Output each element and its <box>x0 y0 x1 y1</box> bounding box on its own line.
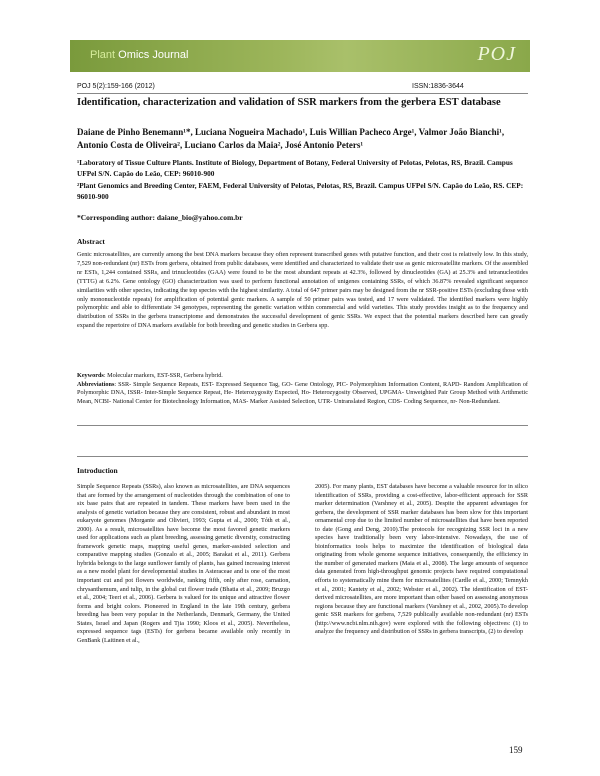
journal-logo: POJ <box>477 43 516 65</box>
intro-column-left: Simple Sequence Repeats (SSRs), also known as microsatellites, are DNA sequences that are formed by the arrangement of nucleotides through the combination of one to six base pairs that are repeated in tandem. These markers have been used in the analysis of genetic variation because they are consistent, robust and abundant in most eukaryote genomes (Morgante and Olivieri, 1993; Gupta et al., 2000; Tóth et al., 2000). As a result, microsatellites have become the most favored genetic markers used for applications such as plant breeding, assessing genetic diversity, constructing framework genetic maps, mapping useful genes, marker-assisted selection and comparative mapping studies (Gonzalo et al., 2005; Barakat et al., 2011). Gerbera hybrida belongs to the large sunflower family of plants, has gained increasing interest as a new model plant for developmental studies in Asteraceae and is one of the most important cut and pot flowers worldwide, ranking fifth, only after rose, carnation, chrysanthemum, and tulip, in the global cut flower trade (Bhatia et al., 2009; Bruzgo et al., 2004; Teeri et al., 2006). Gerbera is valued for its unique and attractive flower forms and bright colors. Pioneered in England in the late 19th century, gerbera breeding has been very popular in the Netherlands, Denmark, Germany, the United States, Israel and Japan (Rogers and Tjia 1990; Kloos et al., 2005). Nevertheless, expressed sequence tags (ESTs) for gerbera became available only recently in GenBank (Laitinen et al., <box>77 483 290 644</box>
author-list: Daiane de Pinho Benemann¹*, Luciana Nogueira Machado¹, Luis Willian Pacheco Arge¹, Valmor João Bianchi¹, Antonio Costa de Oliveira², Luciano Carlos da Maia², José Antonio Peters¹ <box>77 127 505 150</box>
issue-info: POJ 5(2):159-166 (2012) <box>77 83 155 90</box>
intro-column-right: 2005). For many plants, EST databases have become a valuable resource for in silico identification of SSRs, providing a cost-effective, labor-efficient approach for SSR marker determination (Varshney et al., 2005). Despite the apparent advantages for gerbera, the development of SSR marker databases has been slow for this important ornamental crop due to the limited number of microsatellites that have been reported to date (Gong and Deng, 2010).The protocols for recognizing SSR loci in a new species have traditionally been very labor-intensive. Nowadays, the use of bioinformatics tools helps to maximize the identification of biological data originating from whole genome sequence initiatives, consequently, the efficiency in the number of generated markers (Maia et al., 2008). The large amounts of sequence data generated from high-throughput genomic projects have required computational efforts to systematically mine them for microsatellites (Cardle et al., 2000; Temnykh et al., 2001; Kantety et al., 2002; Webster et al., 2002). The identification of EST-derived microsatellites, are more important than other based on assessing anonymous regions because they are functional markers (Varshney et al., 2002, 2005).To develop genic SSR markers for gerbera, 7,529 publically available non-redundant (nr) ESTs (http://www.ncbi.nlm.nih.gov) were explored with the following objectives: (1) to analyze the frequency and distribution of SSRs in gerbera transcripts, (2) to develop <box>315 483 528 636</box>
section-rule-bottom <box>77 456 528 457</box>
abstract-heading: Abstract <box>77 237 105 246</box>
journal-name: Plant Omics Journal <box>90 49 189 61</box>
corresponding-author: *Corresponding author: daiane_bio@yahoo.com.br <box>77 213 243 222</box>
section-rule-top <box>77 425 528 426</box>
header-rule <box>77 93 528 94</box>
affiliation-1: ¹Laboratory of Tissue Culture Plants. Institute of Biology, Department of Botany, Federal University of Pelotas, Pelotas, RS, Brazil. Campus UFPel S/N. Capão do Leão, CEP: 96010-900 <box>77 158 513 178</box>
issn: ISSN:1836-3644 <box>412 83 464 90</box>
affiliation-2: ²Plant Genomics and Breeding Center, FAEM, Federal University of Pelotas, Pelotas, RS, Brazil. Campus UFPel S/N. Capão do Leão, RS. CEP: 96010-900 <box>77 181 524 201</box>
journal-banner <box>70 40 530 72</box>
introduction-heading: Introduction <box>77 466 118 475</box>
abbreviations: Abbreviations: SSR- Simple Sequence Repeats, EST- Expressed Sequence Tag, GO- Gene Ontology, PIC- Polymorphism Information Content, RAPD- Random Amplification of Polymorphic DNA, ISSR- Inter-Simple Sequence Repeat, He- Heterozygosity Expected, Ho- Heterozygosity Observed, UPGMA- Unweighted Pair Group Method with Arithmetic Mean, NCBI- National Center for Biotechnology Information, MAS- Marker Assisted Selection, UTR- Untranslated Region, CDS- Coding Sequence, nr- Non-Redundant. <box>77 380 528 406</box>
keywords: Keywords: Molecular markers, EST-SSR, Gerbera hybrid. <box>77 372 223 379</box>
article-title: Identification, characterization and validation of SSR markers from the gerbera EST database <box>77 97 501 108</box>
keywords-block <box>77 372 528 407</box>
page-number: 159 <box>509 745 523 755</box>
abstract-text: Genic microsatellites, are currently among the best DNA markers because they often represent transcribed genes with putative function, and their cost is relatively low. In this study, 7,529 non-redundant (nr) ESTs from gerbera, obtained from public databases, were identified and characterized to validate their use as genic microsatellite markers. Of the assembled nr ESTs, 1,244 contained SSRs, and trinucleotides (GAA) were found to be the most abundant repeats at 42.3%, followed by dinucleotides (GA) at 25.3% and tetranucleotides (TTTG) at 6.2%. Gene ontology (GO) characterization was used to perform functional annotation of unigenes containing SSRs, of which 36.87% revealed significant sequence similarities with other species, indicating the top species with the highest similarity. A total of 647 primer pairs may be designed from the nr SSR-positive ESTs (excluding those with only mononucleotide repeats) for amplification of potential genic markers. A sample of 50 primer pairs was tested, and 17 were validated. The identified markers were highly polymorphic and able to differentiate 34 genotypes, representing the genetic variation within commercial and wild varieties. This study provides insight as to the frequency and distribution of SSRs in the gerbera transcriptome and demonstrates the successful development of genic SSRs. We expect that the potential markers described here can greatly expand the repertoire of DNA markers available for both breeding and genetic studies in Gerbera spp. <box>77 251 528 330</box>
